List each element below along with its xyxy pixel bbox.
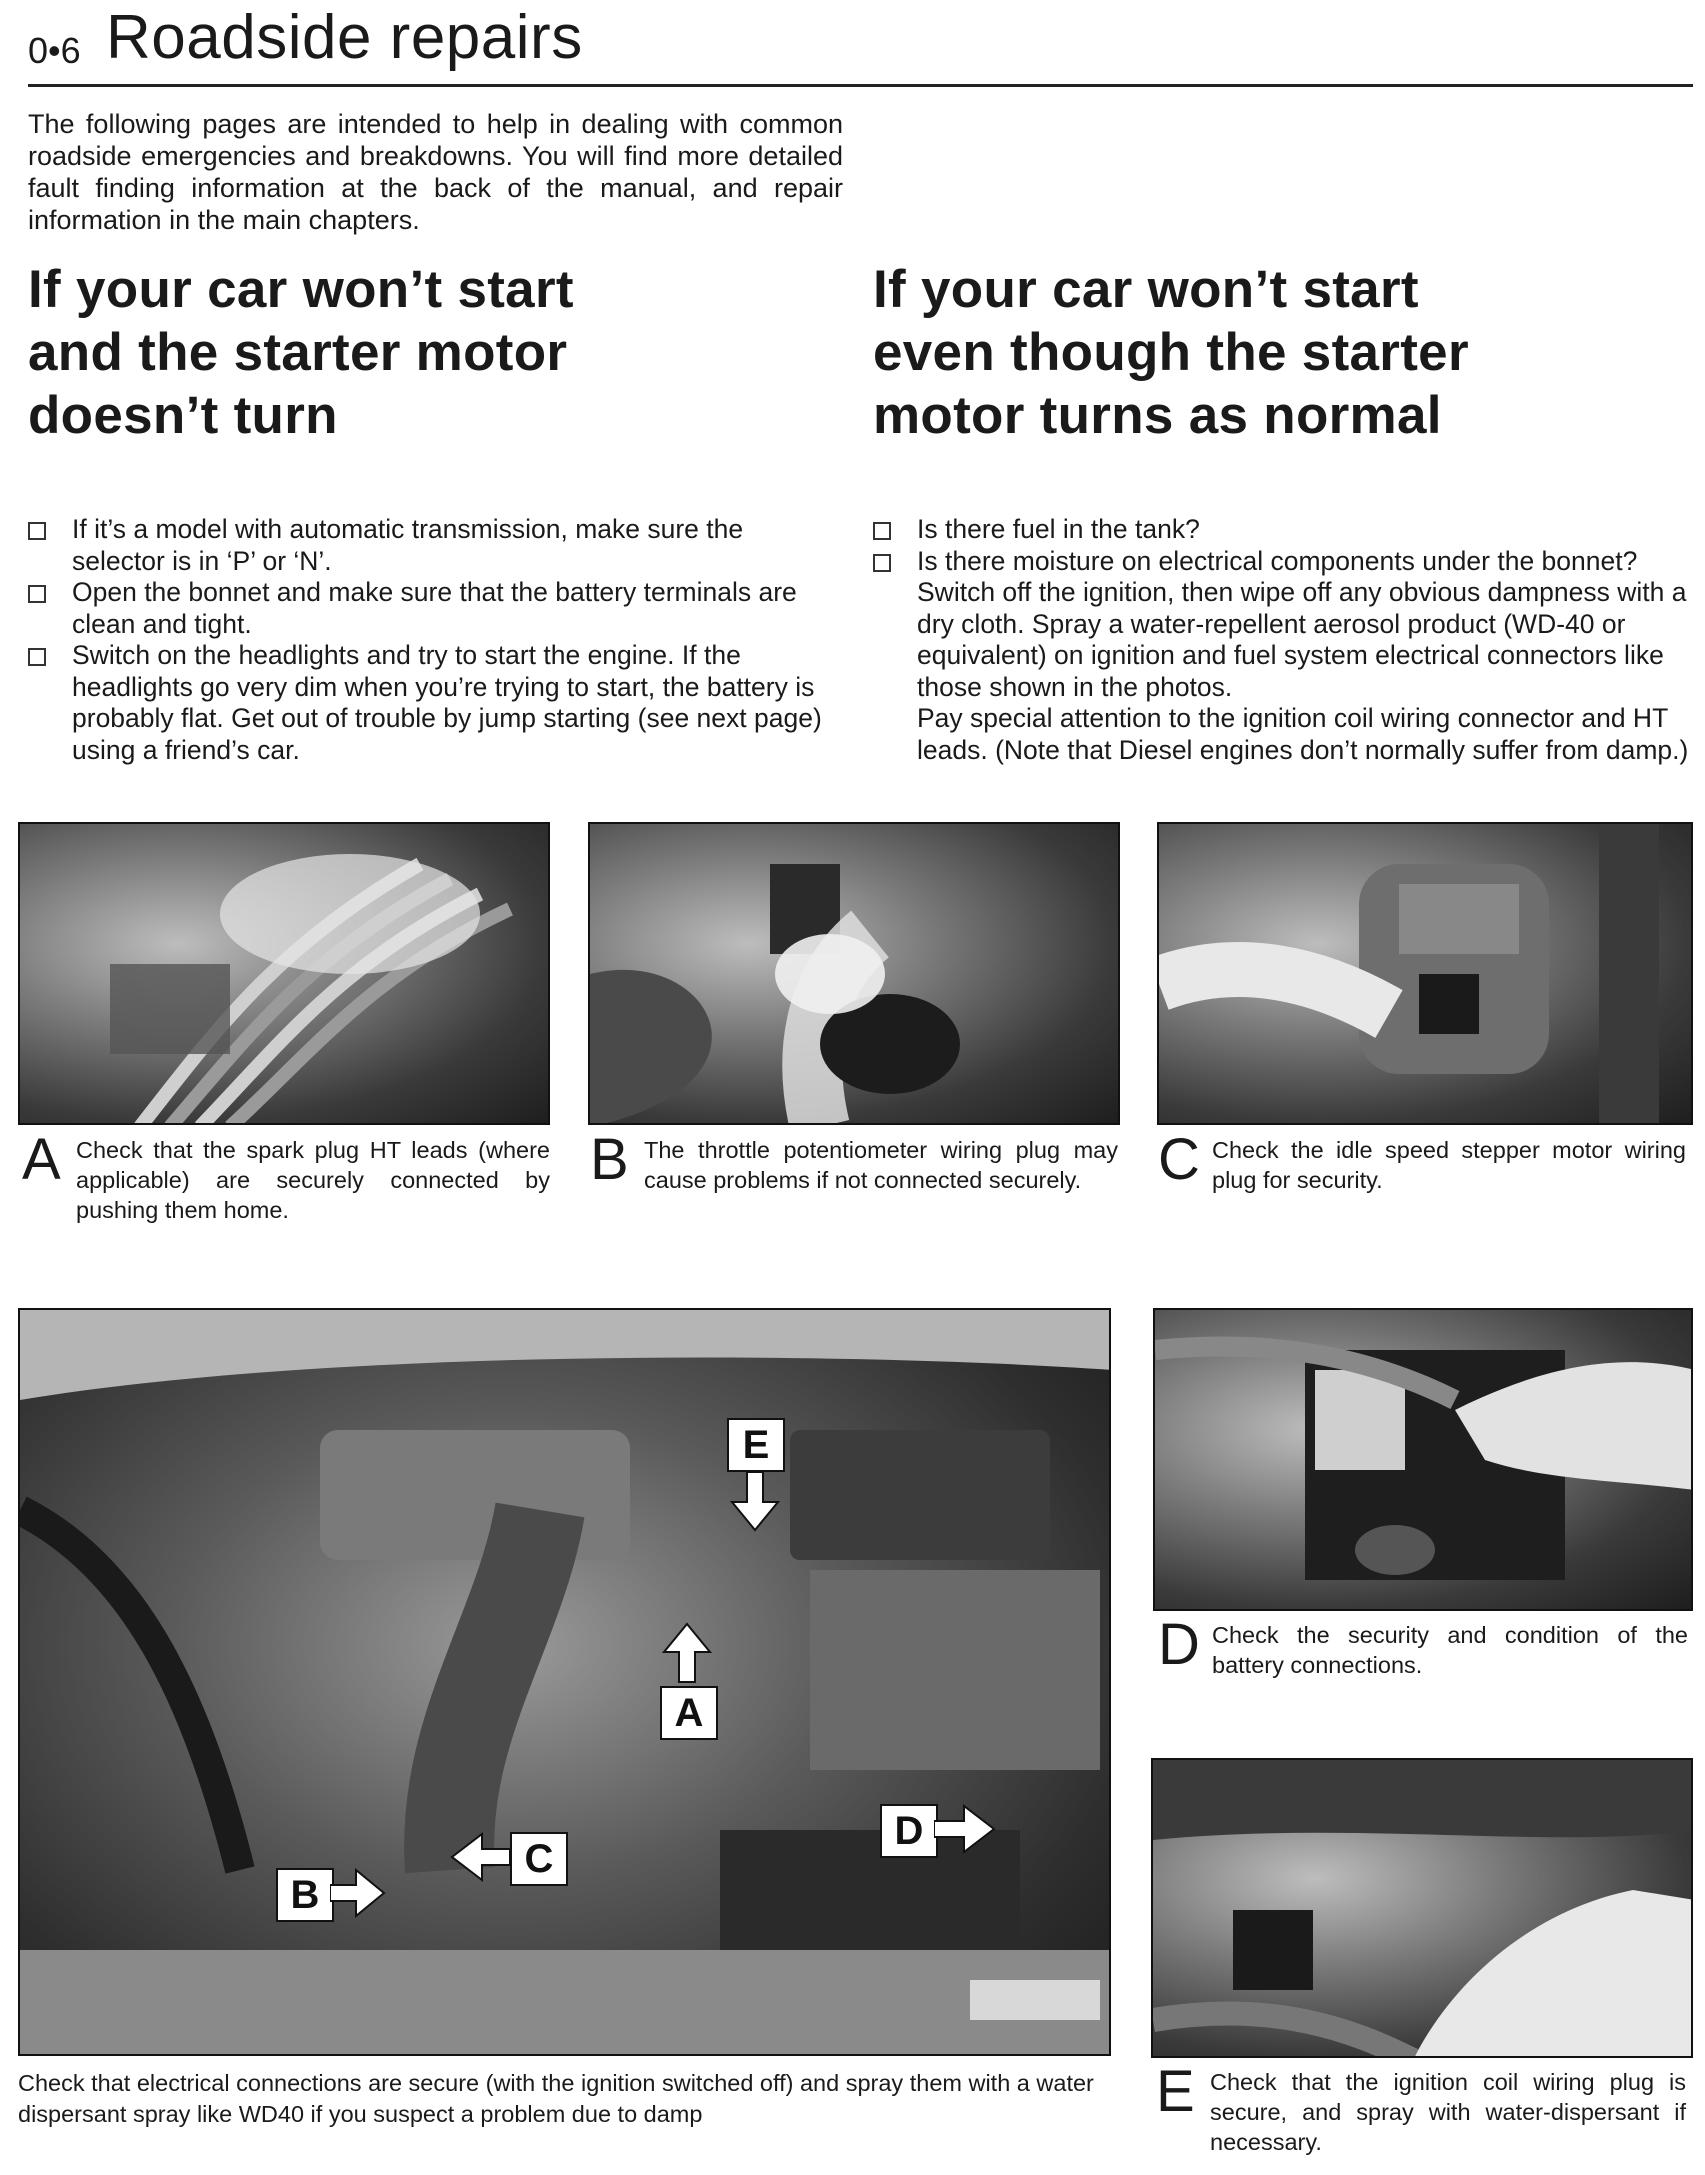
marker-label: C xyxy=(524,1836,554,1881)
marker-c xyxy=(510,1832,568,1886)
checklist-note-text: Pay special attention to the ignition coil wiring connector and HT leads. (Note that Diesel engines don’t normally suffer from damp.) xyxy=(917,703,1689,765)
heading-line: even though the starter xyxy=(873,323,1469,382)
marker-d xyxy=(880,1804,938,1858)
marker-a xyxy=(660,1686,718,1740)
arrow-down-icon xyxy=(730,1472,780,1532)
caption-text: Check the idle speed stepper motor wiring plug for security. xyxy=(1212,1137,1686,1193)
arrow-up-icon xyxy=(662,1622,712,1684)
checkbox-icon xyxy=(873,522,891,540)
photo-engine-bay xyxy=(18,1308,1111,2056)
heading-line: doesn’t turn xyxy=(28,386,338,445)
checklist-item-text: Is there fuel in the tank? xyxy=(917,514,1200,544)
marker-e xyxy=(727,1418,785,1472)
photo-throttle-potentiometer xyxy=(588,822,1120,1125)
page-header xyxy=(28,0,1693,87)
caption-text: Check that the spark plug HT leads (where applicable) are securely connected by pushing them home. xyxy=(76,1137,550,1223)
checklist-item-text: Open the bonnet and make sure that the battery terminals are clean and tight. xyxy=(72,577,797,639)
checklist-item xyxy=(873,514,1693,546)
left-checklist xyxy=(28,514,828,766)
checklist-item xyxy=(28,514,828,577)
heading-line: motor turns as normal xyxy=(873,386,1442,445)
arrow-right-icon xyxy=(330,1868,386,1918)
checklist-item-text: Is there moisture on electrical components under the bonnet? Switch off the ignition, then wipe off any obvious dampness with a dry cloth. Spray a water-repellent aerosol product (WD-40 or equivalent) on ignition and fuel system electrical connectors like those shown in the photos. xyxy=(917,545,1687,702)
right-checklist xyxy=(873,514,1693,766)
checklist-item xyxy=(28,577,828,640)
heading-line: and the starter motor xyxy=(28,323,568,382)
heading-line: If your car won’t start xyxy=(28,260,574,319)
marker-b xyxy=(276,1868,334,1922)
caption-d xyxy=(1158,1612,1688,1680)
right-section-heading xyxy=(873,258,1469,447)
checklist-item-text: Switch on the headlights and try to start the engine. If the headlights go very dim when you’re trying to start, the battery is probably flat. Get out of trouble by jump starting (see next page) using a friend’s car. xyxy=(72,640,822,765)
photo-ignition-coil xyxy=(1151,1758,1693,2058)
caption-e xyxy=(1156,2059,1686,2157)
arrow-left-icon xyxy=(450,1832,512,1882)
marker-label: E xyxy=(742,1422,770,1467)
checkbox-icon xyxy=(873,554,891,572)
page-number: 0•6 xyxy=(28,30,81,71)
page-title: Roadside repairs xyxy=(106,3,583,72)
checkbox-icon xyxy=(28,585,46,603)
caption-text: Check the security and condition of the battery connections. xyxy=(1212,1622,1688,1678)
marker-label: A xyxy=(674,1690,704,1735)
checklist-item-text: If it’s a model with automatic transmission, make sure the selector is in ‘P’ or ‘N’. xyxy=(72,514,744,576)
caption-b xyxy=(590,1127,1118,1195)
caption-c xyxy=(1158,1127,1686,1195)
intro-paragraph: The following pages are intended to help in dealing with common roadside emergencies and breakdowns. You will find more detailed fault finding information at the back of the manual, and repair information in the main chapters. xyxy=(28,109,843,235)
checklist-item xyxy=(873,546,1693,704)
caption-letter: A xyxy=(22,1127,61,1192)
caption-text: Check that the ignition coil wiring plug is secure, and spray with water-dispersant if necessary. xyxy=(1210,2069,1686,2155)
photo-idle-speed-stepper xyxy=(1157,822,1693,1125)
marker-label: D xyxy=(894,1808,924,1853)
checklist-note xyxy=(873,703,1693,766)
caption-a xyxy=(22,1127,550,1225)
checklist-item xyxy=(28,640,828,766)
caption-letter: D xyxy=(1158,1612,1200,1677)
checkbox-icon xyxy=(28,648,46,666)
caption-letter: C xyxy=(1158,1127,1200,1192)
engine-bay-caption: Check that electrical connections are secure (with the ignition switched off) and spray them with a water dispersant spray like WD40 if you suspect a problem due to damp xyxy=(18,2070,1094,2127)
caption-letter: B xyxy=(590,1127,629,1192)
checkbox-icon xyxy=(28,522,46,540)
photo-battery-connections xyxy=(1153,1308,1693,1611)
left-section-heading xyxy=(28,258,574,447)
caption-letter: E xyxy=(1156,2059,1195,2124)
marker-label: B xyxy=(290,1872,320,1917)
caption-text: The throttle potentiometer wiring plug may cause problems if not connected securely. xyxy=(644,1137,1118,1193)
arrow-right-icon xyxy=(934,1804,996,1854)
heading-line: If your car won’t start xyxy=(873,260,1419,319)
photo-spark-plug-leads xyxy=(18,822,550,1125)
